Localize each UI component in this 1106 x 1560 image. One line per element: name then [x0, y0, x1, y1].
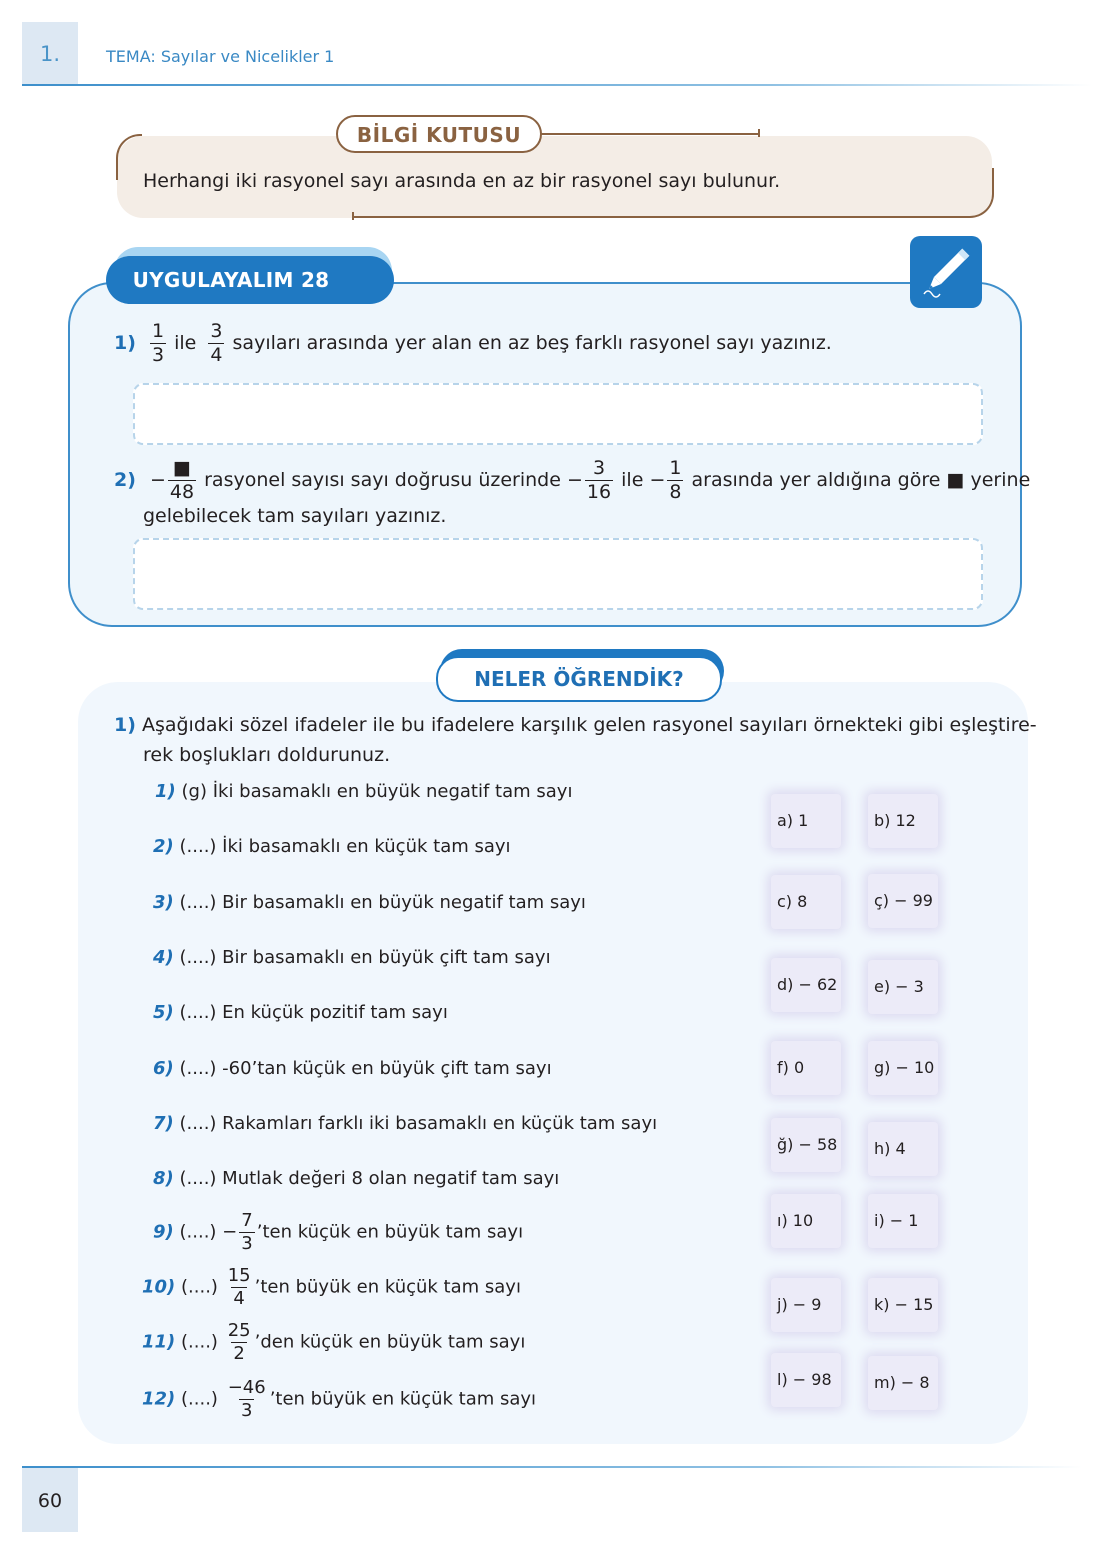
info-box-border-tick — [758, 129, 760, 137]
fraction — [208, 322, 224, 365]
instruction-line-2: rek boşlukları doldurunuz. — [143, 744, 391, 766]
item-blank[interactable]: (....) — [179, 892, 217, 913]
question-number: 1) — [114, 332, 136, 354]
info-box-border-right — [966, 168, 994, 218]
item-text: ’ten büyük en küçük tam sayı — [254, 1276, 521, 1298]
info-box-border-bottom — [352, 216, 968, 218]
fraction — [239, 1212, 254, 1253]
fraction — [667, 459, 683, 502]
list-item — [153, 1212, 523, 1253]
list-item — [153, 892, 586, 913]
item-blank[interactable]: (....) — [179, 1168, 217, 1189]
fraction-numerator: ■ — [172, 457, 191, 479]
fraction-denominator: 3 — [241, 1233, 253, 1254]
square-symbol: ■ — [946, 469, 965, 491]
minus-sign: − — [222, 1221, 238, 1243]
footer-divider — [22, 1466, 1082, 1468]
option-card: f) 0 — [771, 1041, 841, 1095]
item-number: 8) — [153, 1168, 174, 1189]
fraction — [226, 1379, 268, 1420]
answer-box-1[interactable] — [133, 383, 983, 445]
item-text: ’ten büyük en küçük tam sayı — [269, 1388, 537, 1410]
fraction-numerator: −46 — [227, 1377, 266, 1398]
learned-instruction — [114, 714, 1037, 736]
fraction-denominator: 48 — [169, 481, 195, 503]
item-blank[interactable]: (g) — [181, 781, 207, 802]
question-text: sayıları arasında yer alan en az beş farklı rasyonel sayı yazınız. — [232, 332, 832, 354]
list-item — [153, 1058, 552, 1079]
option-card: g) − 10 — [868, 1041, 938, 1095]
fraction — [168, 459, 196, 502]
item-text: ’ten küçük en büyük tam sayı — [256, 1221, 524, 1243]
info-box-title: BİLGİ KUTUSU — [356, 123, 522, 147]
instruction-line-1: Aşağıdaki sözel ifadeler ile bu ifadelere karşılık gelen rasyonel sayıları örnekteki gibi eşleştire- — [141, 714, 1037, 736]
item-blank[interactable]: (....) — [179, 1058, 217, 1079]
item-blank[interactable]: (....) — [181, 1276, 218, 1298]
item-number: 7) — [153, 1113, 174, 1134]
item-number: 11) — [142, 1331, 176, 1353]
learned-title: NELER ÖĞRENDİK? — [474, 667, 684, 691]
item-number: 10) — [142, 1276, 176, 1298]
option-card: j) − 9 — [771, 1278, 841, 1332]
option-card: ğ) − 58 — [771, 1118, 841, 1172]
info-box-border-tick-bottom — [352, 212, 354, 220]
info-box-text: Herhangi iki rasyonel sayı arasında en az bir rasyonel sayı bulunur. — [143, 170, 781, 192]
item-text: -60’tan küçük en büyük çift tam sayı — [222, 1058, 552, 1079]
fraction-denominator: 8 — [669, 481, 682, 503]
fraction-denominator: 2 — [233, 1343, 245, 1364]
item-blank[interactable]: (....) — [179, 1002, 217, 1023]
option-card: i) − 1 — [868, 1194, 938, 1248]
minus-sign: − — [149, 469, 166, 491]
question-text-a: rasyonel sayısı sayı doğrusu üzerinde — [204, 469, 561, 491]
item-text: İki basamaklı en büyük negatif tam sayı — [212, 781, 573, 802]
item-number: 12) — [142, 1388, 176, 1410]
question-2-line-2: gelebilecek tam sayıları yazınız. — [143, 505, 447, 527]
item-blank[interactable]: (....) — [179, 1113, 217, 1134]
list-item — [142, 1322, 525, 1363]
pencil-icon — [910, 236, 982, 308]
item-blank[interactable]: (....) — [181, 1388, 218, 1410]
word-ile: ile — [174, 332, 197, 354]
fraction-denominator: 4 — [210, 344, 223, 366]
option-card: h) 4 — [868, 1122, 938, 1176]
item-number: 5) — [153, 1002, 174, 1023]
item-blank[interactable]: (....) — [179, 836, 217, 857]
page-number: 60 — [37, 1490, 63, 1512]
fraction-denominator: 16 — [586, 481, 612, 503]
item-text: Rakamları farklı iki basamaklı en küçük tam sayı — [222, 1113, 658, 1134]
item-blank[interactable]: (....) — [179, 1221, 217, 1243]
minus-sign: − — [566, 469, 583, 491]
info-box-border-left — [116, 134, 142, 180]
info-box-border-top — [520, 133, 760, 135]
option-card: k) − 15 — [868, 1278, 938, 1332]
fraction-numerator: 7 — [241, 1210, 253, 1231]
option-card: b) 12 — [868, 794, 938, 848]
fraction — [226, 1267, 253, 1308]
question-text-c: yerine — [970, 469, 1031, 491]
option-card: a) 1 — [771, 794, 841, 848]
item-text: ’den küçük en büyük tam sayı — [254, 1331, 526, 1353]
practice-question-1 — [114, 322, 832, 365]
option-card: m) − 8 — [868, 1356, 938, 1410]
item-number: 9) — [153, 1221, 174, 1243]
option-card: c) 8 — [771, 875, 841, 929]
fraction — [585, 459, 613, 502]
item-text: Bir basamaklı en büyük negatif tam sayı — [222, 892, 586, 913]
list-item — [153, 1002, 448, 1023]
option-card: d) − 62 — [771, 958, 841, 1012]
fraction-numerator: 3 — [210, 320, 223, 342]
fraction-denominator: 3 — [240, 1400, 253, 1421]
list-item — [153, 1113, 657, 1134]
fraction-numerator: 15 — [227, 1265, 251, 1286]
theme-title: TEMA: Sayılar ve Nicelikler 1 — [106, 47, 335, 66]
option-card: l) − 98 — [771, 1353, 841, 1407]
item-number: 2) — [153, 836, 174, 857]
list-item — [153, 836, 511, 857]
item-text: İki basamaklı en küçük tam sayı — [222, 836, 511, 857]
item-blank[interactable]: (....) — [179, 947, 217, 968]
fraction — [150, 322, 166, 365]
answer-box-2[interactable] — [133, 538, 983, 610]
item-number: 4) — [153, 947, 174, 968]
item-text: Mutlak değeri 8 olan negatif tam sayı — [222, 1168, 560, 1189]
fraction-denominator: 3 — [151, 344, 165, 366]
option-card: ç) − 99 — [868, 874, 938, 928]
question-number: 2) — [114, 469, 136, 491]
fraction-numerator: 3 — [592, 457, 606, 479]
question-number: 1) — [114, 714, 136, 736]
list-item — [155, 781, 572, 802]
minus-sign: − — [649, 469, 666, 491]
chapter-number: 1. — [39, 42, 61, 66]
fraction-numerator: 1 — [151, 320, 165, 342]
item-number: 3) — [153, 892, 174, 913]
practice-question-2 — [114, 459, 1030, 502]
list-item — [142, 1267, 521, 1308]
fraction-denominator: 4 — [233, 1288, 245, 1309]
question-text-b: arasında yer aldığına göre — [691, 469, 941, 491]
item-number: 6) — [153, 1058, 174, 1079]
list-item — [153, 1168, 559, 1189]
option-card: ı) 10 — [771, 1194, 841, 1248]
item-blank[interactable]: (....) — [181, 1331, 218, 1353]
practice-title: UYGULAYALIM 28 — [132, 268, 330, 292]
fraction-numerator: 1 — [669, 457, 682, 479]
fraction — [226, 1322, 253, 1363]
item-text: En küçük pozitif tam sayı — [222, 1002, 448, 1023]
header-divider — [22, 84, 1092, 86]
item-number: 1) — [155, 781, 176, 802]
list-item — [153, 947, 551, 968]
word-ile: ile — [621, 469, 644, 491]
list-item — [142, 1379, 536, 1420]
fraction-numerator: 25 — [227, 1320, 251, 1341]
item-text: Bir basamaklı en büyük çift tam sayı — [222, 947, 551, 968]
option-card: e) − 3 — [868, 960, 938, 1014]
